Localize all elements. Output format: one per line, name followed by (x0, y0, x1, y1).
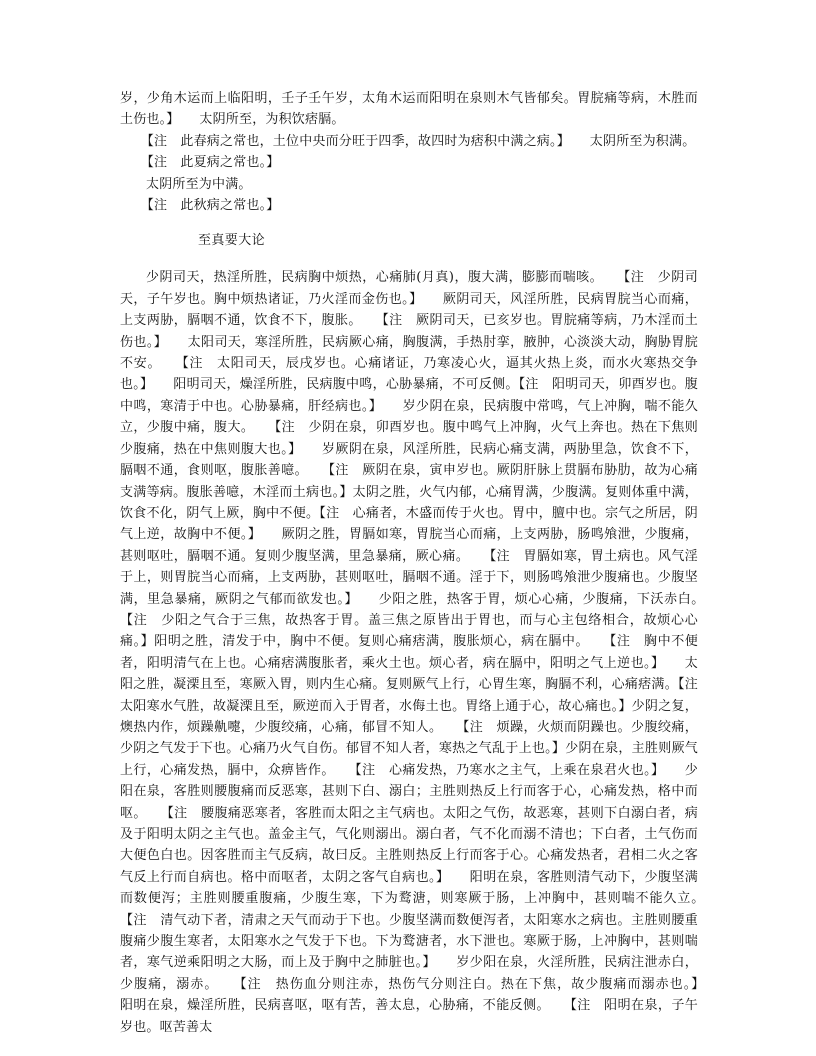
paragraph-continued: 岁，少角木运而上临阳明，壬子壬午岁，太角木运而阳明在泉则木气皆郁矣。胃脘痛等病，木胜而土伤也。】 太阴所至，为积饮痞膈。 (120, 91, 698, 128)
section-title: 至真要大论 (198, 233, 266, 249)
note-paragraph-summer: 【注 此夏病之常也。】 (140, 155, 280, 171)
note-paragraph-autumn: 【注 此秋病之常也。】 (140, 198, 280, 214)
paragraph-taiyin-zhongman: 太阴所至为中满。 (146, 176, 252, 192)
note-paragraph-spring: 【注 此春病之常也，土位中央而分旺于四季，故四时为痞积中满之病。】 太阴所至为积满。 (140, 133, 696, 149)
main-paragraph: 少阴司天，热淫所胜，民病胸中烦热，心痛肺(月真)，腹大满，膨膨而喘咳。 【注 少阴司天，子午岁也。胸中烦热诸证，乃火淫而金伤也。】 厥阴司天，风淫所胜，民病胃脘当心而痛，上支两胁，膈咽不通，饮食不下，腹胀。 【注 厥阴司天，已亥岁也。胃脘痛等病，乃木淫而土伤也。】 太阳司天，寒淫所胜，民病厥心痛，胸腹满，手热肘挛，腋肿，心淡淡大动，胸胁胃脘不安。 【注 太阳司天，辰戌岁也。心痛诸证，乃寒凌心火，逼其火热上炎，而水火寒热交争也。】 阳明司天，燥淫所胜，民病腹中鸣，心胁暴痛，不可反侧。【注 阳明司天，卯酉岁也。腹中鸣，寒清于中也。心胁暴痛，肝经病也。】 岁少阴在泉，民病腹中常鸣，气上冲胸，喘不能久立，少腹中痛，腹大。 【注 少阴在泉，卯酉岁也。腹中鸣气上冲胸，火气上奔也。热在下焦则少腹痛，热在中焦则腹大也。】 岁厥阴在泉，风淫所胜，民病心痛支满，两胁里急，饮食不下，膈咽不通，食则呕，腹胀善噫。 【注 厥阴在泉，寅申岁也。厥阴肝脉上贯膈布胁肋，故为心痛支满等病。腹胀善噫，木淫而土病也。】太阴之胜，火气内郁，心痛胃满，少腹满。复则体重中满，饮食不化，阴气上厥，胸中不便。【注 心痛者，木盛而传于火也。胃中，膻中也。宗气之所居，阴气上逆，故胸中不便。】 厥阴之胜，胃膈如寒，胃脘当心而痛，上支两胁，肠鸣飧泄，少腹痛，甚则呕吐，膈咽不通。复则少腹坚满，里急暴痛，厥心痛。 【注 胃膈如寒，胃土病也。风气淫于上，则胃脘当心而痛，上支两胁，甚则呕吐，膈咽不通。淫于下，则肠鸣飧泄少腹痛也。少腹坚满，里急暴痛，厥阴之气郁而欲发也。】 少阳之胜，热客于胃，烦心心痛，少腹痛，下沃赤白。 【注 少阳之气合于三焦，故热客于胃。盖三焦之原皆出于胃也，而与心主包络相合，故烦心心痛。】阳明之胜，清发于中，胸中不便。复则心痛痞满，腹胀烦心，病在膈中。 【注 胸中不便者，阳明清气在上也。心痛痞满腹胀者，乘火土也。烦心者，病在膈中，阳明之气上逆也。】 太阳之胜，凝溧且至，寒厥入胃，则内生心痛。复则厥气上行，心胃生寒，胸膈不利，心痛痞满。【注 太阳寒水气胜，故凝溧且至，厥逆而入于胃者，水侮土也。胃络上通于心，故心痛也。】少阴之复，燠热内作，烦躁鼽嚏，少腹绞痛，心痛，郁冒不知人。 【注 烦躁，火烦而阴躁也。少腹绞痛，少阴之气发于下也。心痛乃火气自伤。郁冒不知人者，寒热之气乱于上也。】少阴在泉，主胜则厥气上行，心痛发热，膈中，众痹皆作。 【注 心痛发热，乃寒水之主气，上乘在泉君火也。】 少阳在泉，客胜则腰腹痛而反恶寒，甚则下白、溺白；主胜则热反上行而客于心，心痛发热，格中而呕。 【注 腰腹痛恶寒者，客胜而太阳之主气病也。太阳之气伤，故恶寒，甚则下白溺白者，病及于阳明太阴之主气也。盖金主气，气化则溺出。溺白者，气不化而溺不清也；下白者，土气伤而大便色白也。因客胜而主气反病，故曰反。主胜则热反上行而客于心。心痛发热者，君相二火之客气反上行而自病也。格中而呕者，太阴之客气自病也。】 阳明在泉，客胜则清气动下，少腹坚满而数便泻；主胜则腰重腹痛，少腹生寒，下为鹜溏，则寒厥于肠，上冲胸中，甚则喘不能久立。 【注 清气动下者，清肃之天气而动于下也。少腹坚满而数便泻者，太阳寒水之病也。主胜则腰重腹痛少腹生寒者，太阳寒水之气发于下也。下为鹜溏者，水下泄也。寒厥于肠，上冲胸中，甚则喘者，寒气逆乘阳明之大肠，而上及于胸中之肺脏也。】 岁少阳在泉，火淫所胜，民病注泄赤白，少腹痛，溺赤。 【注 热伤血分则注赤，热伤气分则注白。热在下焦，故少腹痛而溺赤也。】 阳明在泉，燥淫所胜，民病喜呕，呕有苦，善太息，心胁痛，不能反侧。 【注 阳明在泉，子午岁也。呕苦善太 (120, 270, 725, 1035)
document-page (120, 88, 725, 1038)
